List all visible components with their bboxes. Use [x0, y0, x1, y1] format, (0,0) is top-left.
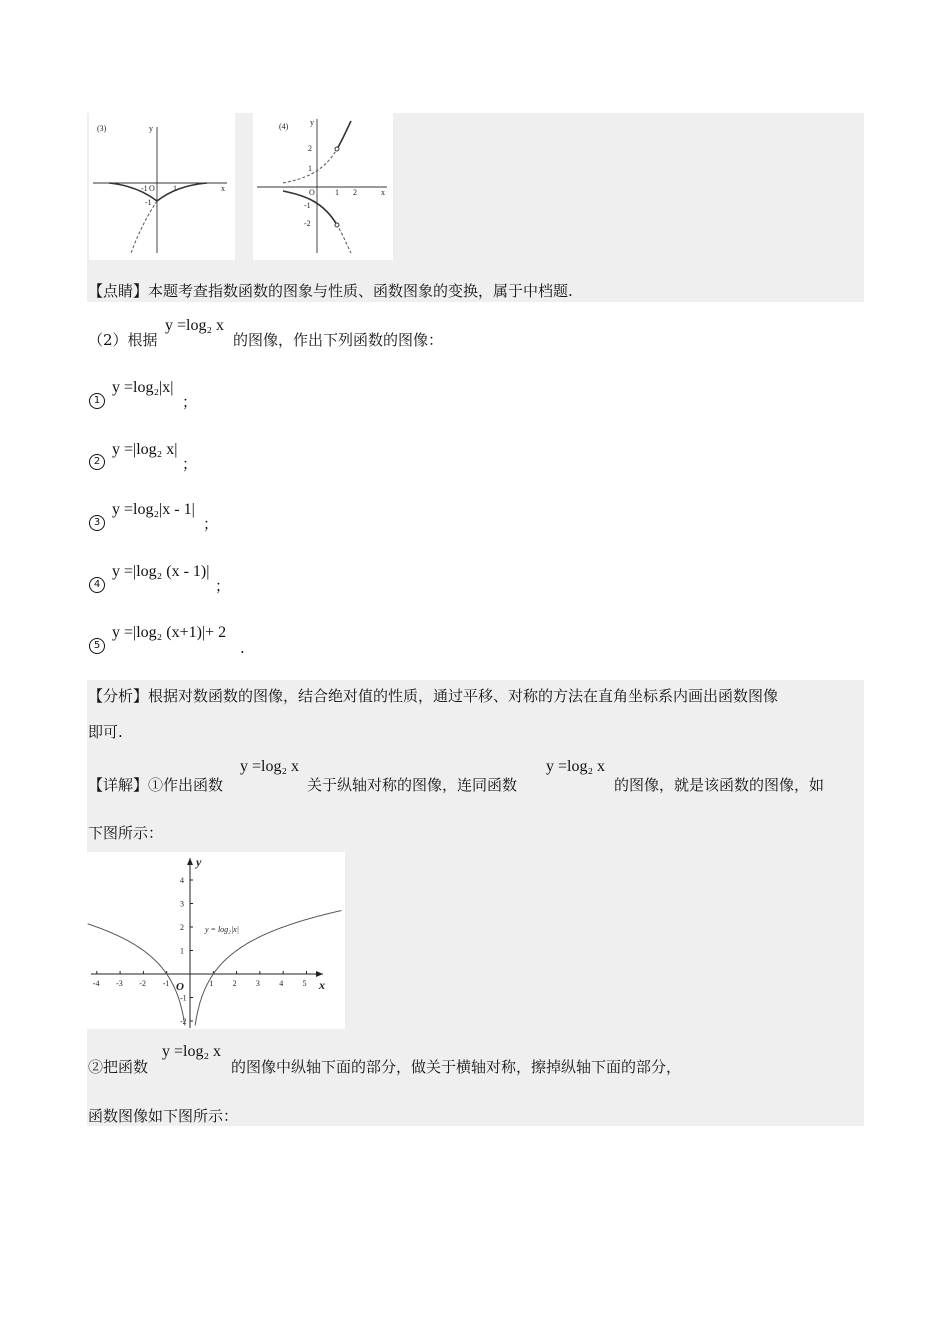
- graph-log-abs-x: [87, 852, 345, 1029]
- svg-text:1: 1: [335, 188, 339, 197]
- y-tick-label: 1: [180, 946, 184, 956]
- graph-4: [253, 113, 393, 260]
- item-4-expr: y =|log₂ (x - 1)|: [112, 563, 210, 580]
- svg-text:x: x: [381, 188, 385, 197]
- step2-lead: ②把函数: [88, 1058, 149, 1076]
- svg-text:-1: -1: [141, 184, 148, 193]
- item-2-number: 2: [89, 454, 105, 470]
- item-5-number: 5: [89, 638, 105, 654]
- graph-3-tag: (3): [97, 124, 107, 133]
- svg-text:x: x: [221, 184, 225, 193]
- step2-function: y =log₂ x: [162, 1043, 222, 1060]
- y-tick-label: -1: [180, 993, 187, 1003]
- y-tick-label: 4: [180, 876, 184, 885]
- svg-text:-2: -2: [304, 219, 311, 228]
- item-3-expr: y =log₂|x - 1|: [112, 501, 195, 518]
- item-3-end: ；: [203, 515, 219, 533]
- x-tick-label: 4: [279, 979, 284, 988]
- detail-tail: 的图像，就是该函数的图像，如: [614, 776, 825, 794]
- item-1-expr: y =log₂|x|: [112, 379, 174, 396]
- x-axis-label: x: [319, 978, 325, 992]
- x-tick-label: 1: [209, 979, 214, 988]
- x-tick-label: -4: [92, 979, 100, 988]
- item-5-end: .: [240, 639, 245, 657]
- analysis-line-1: 【分析】根据对数函数的图像，结合绝对值的性质，通过平移、对称的方法在直角坐标系内画出函数图像: [88, 687, 779, 705]
- x-tick-label: 2: [232, 979, 237, 988]
- step2-text: 的图像中纵轴下面的部分，做关于横轴对称，擦掉纵轴下面的部分，: [231, 1058, 682, 1076]
- item-2-expr: y =|log₂ x|: [112, 441, 178, 458]
- item-2-end: ；: [182, 455, 198, 473]
- detail-head: 【详解】①作出函数: [88, 776, 224, 794]
- x-tick-label: 3: [255, 979, 260, 988]
- item-4-end: ；: [215, 577, 231, 595]
- y-tick-label: -2: [180, 1017, 187, 1026]
- origin-label: O: [176, 981, 184, 993]
- svg-text:y: y: [149, 124, 153, 133]
- item-1-end: ；: [182, 393, 198, 411]
- svg-text:(4): (4): [279, 122, 289, 131]
- svg-text:-1: -1: [304, 201, 311, 210]
- x-tick-label: 5: [302, 979, 307, 988]
- x-tick-label: -3: [116, 979, 123, 988]
- curve-label: y = log₂|x|: [205, 925, 239, 934]
- svg-text:y: y: [310, 118, 314, 127]
- step2-line-2: 函数图像如下图所示：: [88, 1107, 239, 1125]
- x-tick-label: -2: [139, 979, 147, 988]
- item-3-number: 3: [89, 515, 105, 531]
- q2-function: y =log₂ x: [165, 317, 225, 334]
- y-tick-label: 3: [180, 899, 184, 909]
- item-4-number: 4: [89, 577, 105, 593]
- svg-text:-1: -1: [145, 198, 152, 207]
- svg-text:2: 2: [308, 144, 312, 153]
- comment-line: 【点睛】本题考查指数函数的图象与性质、函数图象的变换，属于中档题.: [88, 282, 573, 300]
- svg-text:O: O: [149, 184, 155, 193]
- detail-line-2: 下图所示：: [88, 824, 164, 842]
- q2-suffix: 的图像，作出下列函数的图像：: [233, 331, 444, 349]
- graph-3: [89, 113, 235, 260]
- item-1-number: 1: [89, 393, 105, 409]
- q2-prefix: （2）根据: [88, 331, 158, 349]
- svg-text:2: 2: [353, 188, 357, 197]
- x-tick-label: -1: [162, 979, 170, 988]
- y-tick-label: 2: [180, 923, 184, 932]
- y-axis-label: y: [196, 855, 202, 869]
- detail-mid: 关于纵轴对称的图像，连同函数: [307, 776, 518, 794]
- svg-text:O: O: [309, 188, 315, 197]
- item-5-expr: y =|log₂ (x+1)|+ 2: [112, 624, 227, 641]
- svg-text:1: 1: [308, 164, 312, 173]
- analysis-line-2: 即可.: [88, 723, 123, 741]
- detail-function-2: y =log₂ x: [546, 758, 606, 775]
- svg-text:1: 1: [173, 184, 177, 193]
- detail-function-1: y =log₂ x: [240, 758, 300, 775]
